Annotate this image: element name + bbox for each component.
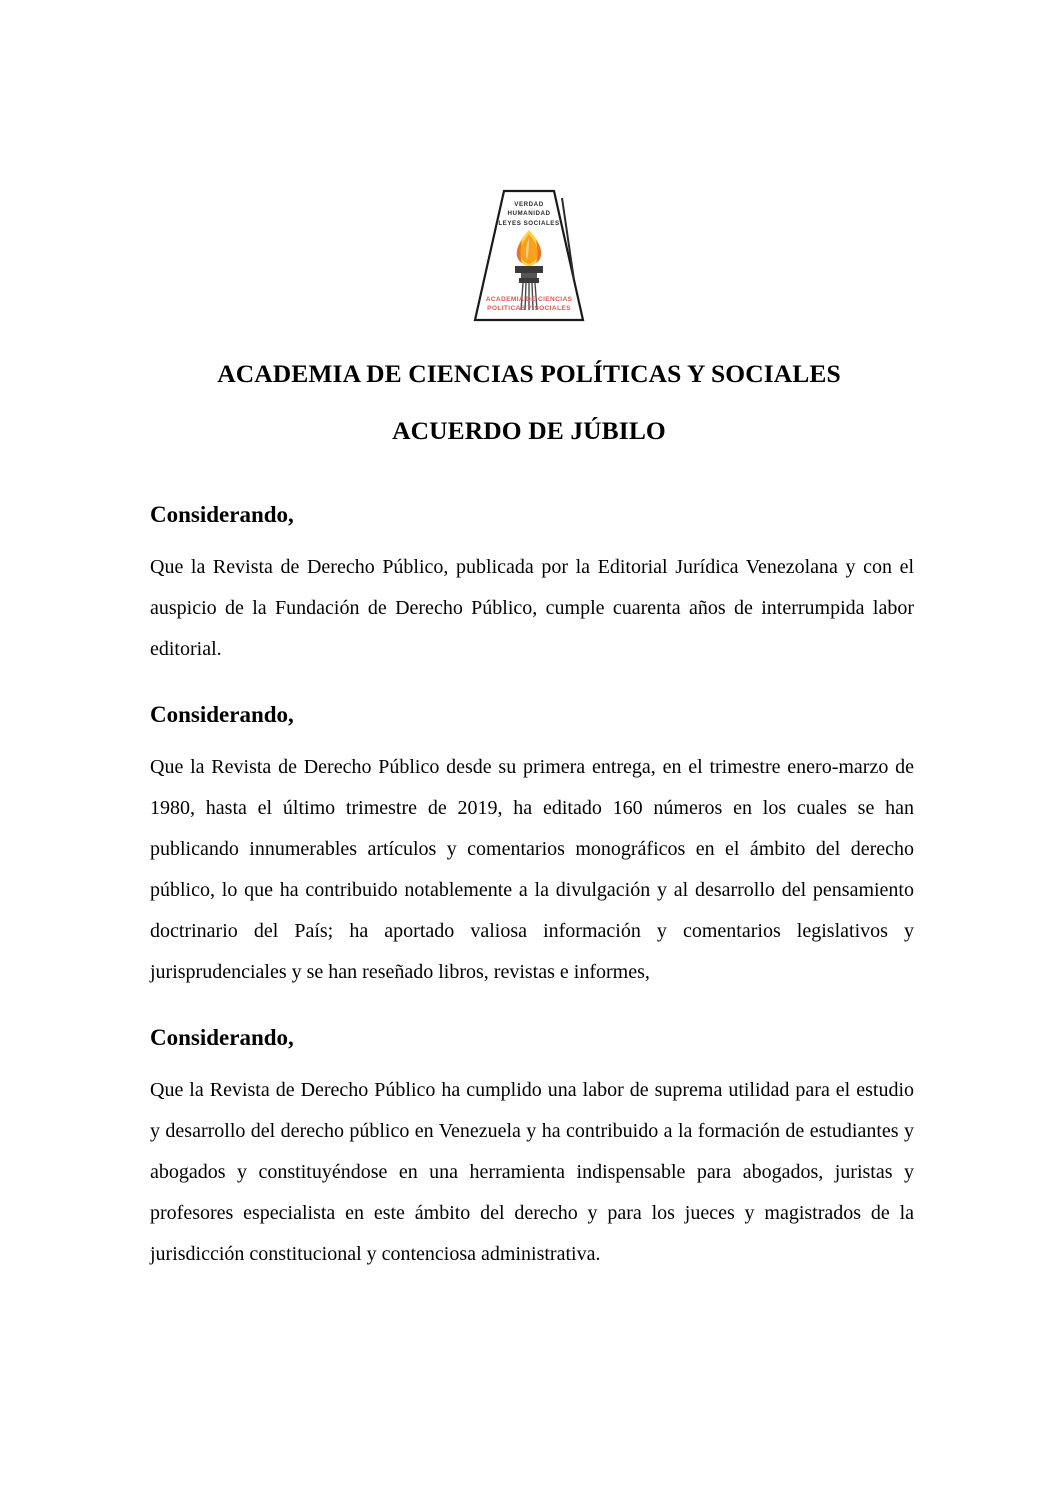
considerando-section-1 <box>150 500 914 670</box>
logo-name-line-2: POLITICAS Y SOCIALES <box>487 305 571 313</box>
logo-name-line-1: ACADEMIA DE CIENCIAS <box>485 295 573 303</box>
section-heading-3: Considerando, <box>150 1025 294 1050</box>
page-subtitle: ACUERDO DE JÚBILO <box>392 416 666 445</box>
section-heading-2: Considerando, <box>150 702 294 727</box>
page-title: ACADEMIA DE CIENCIAS POLÍTICAS Y SOCIALES <box>217 359 841 388</box>
considerando-section-2 <box>150 700 914 993</box>
logo-institution-name <box>470 295 588 314</box>
section-heading-1: Considerando, <box>150 502 294 527</box>
logo-motto-line-2: HUMANIDAD <box>507 210 551 218</box>
section-body-1: Que la Revista de Derecho Público, publicada por la Editorial Jurídica Venezolana y con el auspicio de la Fundación de Derecho Público, cumple cuarenta años de interrumpida labor editorial. <box>150 556 914 660</box>
logo-motto-line-3: LEYES SOCIALES <box>498 219 560 227</box>
document-body <box>150 500 914 1275</box>
section-body-3: Que la Revista de Derecho Público ha cumplido una labor de suprema utilidad para el estudio y desarrollo del derecho público en Venezuela y ha contribuido a la formación de estudiantes y abogados y constituyéndose en una herramienta indispensable para abogados, juristas y profesores especialista en este ámbito del derecho y para los jueces y magistrados de la jurisdicción constitucional y contenciosa administrativa. <box>150 1079 914 1265</box>
logo-container <box>0 188 1058 324</box>
document-header <box>0 358 1058 446</box>
academy-emblem-icon <box>470 188 588 324</box>
logo-motto <box>470 200 588 228</box>
logo-motto-line-1: VERDAD <box>514 201 544 208</box>
section-body-2: Que la Revista de Derecho Público desde su primera entrega, en el trimestre enero-marzo de 1980, hasta el último trimestre de 2019, ha editado 160 números en los cuales se han publicando innumerables artículos y comentarios monográficos en el ámbito del derecho público, lo que ha contribuido notablemente a la divulgación y al desarrollo del pensamiento doctrinario del País; ha aportado valiosa información y comentarios legislativos y jurisprudenciales y se han reseñado libros, revistas e informes, <box>150 756 914 983</box>
considerando-section-3 <box>150 1023 914 1275</box>
